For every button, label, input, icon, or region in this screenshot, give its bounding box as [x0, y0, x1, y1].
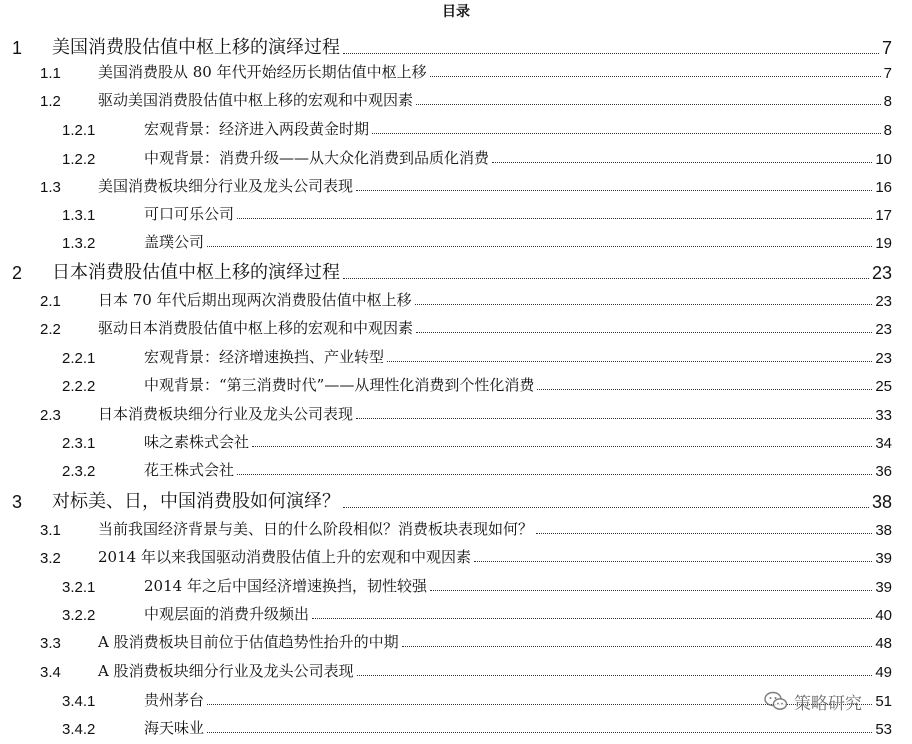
toc-leader-dots: [252, 446, 872, 447]
toc-leader-dots: [402, 646, 873, 647]
toc-entry-title[interactable]: A 股消费板块细分行业及龙头公司表现: [98, 662, 354, 680]
toc-entry-title[interactable]: 对标美、日，中国消费股如何演绎？: [52, 491, 340, 512]
toc-entry-page: 10: [875, 151, 892, 168]
toc-entry-number: 1.1: [40, 65, 61, 82]
toc-entry[interactable]: [0, 86, 912, 110]
watermark-text: 策略研究: [794, 693, 862, 714]
toc-entry-number: 1.2.2: [62, 151, 96, 168]
toc-entry-page: 49: [875, 664, 892, 681]
toc-entry[interactable]: [0, 58, 912, 82]
toc-leader-dots: [312, 618, 872, 619]
wechat-icon: [764, 690, 788, 712]
toc-entry[interactable]: [0, 228, 912, 252]
toc-entry-page: 7: [883, 65, 892, 82]
toc-entry-title[interactable]: 2014 年之后中国经济增速换挡，韧性较强: [144, 577, 427, 595]
toc-entry[interactable]: [0, 200, 912, 224]
toc-entry-title[interactable]: 美国消费股从 80 年代开始经历长期估值中枢上移: [98, 63, 427, 81]
toc-title: 目录: [442, 4, 470, 20]
toc-entry-number: 1: [12, 38, 23, 58]
toc-entry-page: 23: [875, 293, 892, 310]
toc-entry[interactable]: [0, 628, 912, 652]
toc-entry-number: 1.3.2: [62, 235, 96, 252]
toc-entry-number: 1.2: [40, 93, 61, 110]
toc-entry[interactable]: [0, 543, 912, 567]
toc-entry-number: 2: [12, 263, 23, 283]
toc-entry-page: 51: [875, 693, 892, 710]
toc-entry-title[interactable]: 日本消费板块细分行业及龙头公司表现: [98, 405, 354, 423]
toc-entry-page: 17: [875, 207, 892, 224]
toc-entry-title[interactable]: 味之素株式会社: [144, 433, 250, 451]
toc-entry-page: 40: [875, 607, 892, 624]
toc-entry[interactable]: [0, 714, 912, 738]
toc-leader-dots: [207, 732, 872, 733]
toc-entry-page: 23: [875, 350, 892, 367]
toc-entry-number: 3.4.1: [62, 693, 96, 710]
toc-entry-title[interactable]: 中观背景：“第三消费时代”——从理性化消费到个性化消费: [144, 376, 535, 394]
toc-entry-title[interactable]: 美国消费板块细分行业及龙头公司表现: [98, 177, 354, 195]
toc-entry[interactable]: [0, 515, 912, 539]
toc-leader-dots: [343, 278, 869, 279]
toc-entry[interactable]: [0, 172, 912, 196]
toc-entry-page: 33: [875, 407, 892, 424]
toc-leader-dots: [207, 246, 872, 247]
toc-entry-title[interactable]: 贵州茅台: [144, 691, 205, 709]
toc-leader-dots: [537, 389, 872, 390]
toc-entry-page: 39: [875, 550, 892, 567]
toc-entry-title[interactable]: 海天味业: [144, 719, 205, 737]
toc-entry-title[interactable]: 中观背景：消费升级——从大众化消费到品质化消费: [144, 149, 490, 167]
toc-leader-dots: [416, 104, 881, 105]
toc-entry[interactable]: [0, 256, 912, 284]
toc-entry-number: 3: [12, 492, 23, 512]
toc-entry-title[interactable]: 日本 70 年代后期出现两次消费股估值中枢上移: [98, 291, 412, 309]
toc-entry-title[interactable]: 盖璞公司: [144, 233, 205, 251]
toc-entry-title[interactable]: 宏观背景：经济增速换挡、产业转型: [144, 348, 385, 366]
toc-leader-dots: [357, 675, 873, 676]
toc-leader-dots: [237, 474, 872, 475]
toc-leader-dots: [474, 561, 872, 562]
toc-leader-dots: [343, 507, 869, 508]
toc-entry[interactable]: [0, 314, 912, 338]
toc-entry[interactable]: [0, 485, 912, 513]
toc-entry-title[interactable]: 驱动日本消费股估值中枢上移的宏观和中观因素: [98, 319, 414, 337]
toc-entry-title[interactable]: 宏观背景：经济进入两段黄金时期: [144, 120, 370, 138]
toc-entry-title[interactable]: A 股消费板块目前位于估值趋势性抬升的中期: [98, 633, 399, 651]
toc-entry-number: 2.2: [40, 321, 61, 338]
toc-entry-number: 2.2.1: [62, 350, 96, 367]
toc-entry-title[interactable]: 花王株式会社: [144, 461, 235, 479]
toc-entry-page: 25: [875, 378, 892, 395]
toc-leader-dots: [387, 361, 872, 362]
toc-entry-page: 36: [875, 463, 892, 480]
toc-entry[interactable]: [0, 31, 912, 59]
toc-entry-title[interactable]: 中观层面的消费升级频出: [144, 605, 310, 623]
toc-entry-page: 34: [875, 435, 892, 452]
toc-entry-page: 7: [881, 38, 892, 58]
toc-entry-title[interactable]: 2014 年以来我国驱动消费股估值上升的宏观和中观因素: [98, 548, 471, 566]
toc-entry[interactable]: [0, 572, 912, 596]
toc-entry-page: 23: [875, 321, 892, 338]
toc-entry[interactable]: [0, 115, 912, 139]
toc-entry-number: 2.3.1: [62, 435, 96, 452]
toc-entry-number: 3.4: [40, 664, 61, 681]
toc-entry-title[interactable]: 可口可乐公司: [144, 205, 235, 223]
toc-entry-title[interactable]: 当前我国经济背景与美、日的什么阶段相似？消费板块表现如何？: [98, 520, 534, 538]
toc-entry-page: 19: [875, 235, 892, 252]
toc-entry-page: 48: [875, 635, 892, 652]
toc-entry-number: 3.2.1: [62, 579, 96, 596]
toc-entry[interactable]: [0, 343, 912, 367]
toc-entry-number: 2.2.2: [62, 378, 96, 395]
toc-entry-number: 3.3: [40, 635, 61, 652]
toc-leader-dots: [415, 304, 873, 305]
toc-entry-number: 1.3: [40, 179, 61, 196]
toc-entry[interactable]: [0, 286, 912, 310]
toc-leader-dots: [416, 332, 872, 333]
toc-entry[interactable]: [0, 600, 912, 624]
toc-entry-page: 8: [883, 122, 892, 139]
toc-entry-page: 23: [871, 263, 892, 283]
toc-leader-dots: [237, 218, 872, 219]
toc-entry[interactable]: [0, 456, 912, 480]
toc-leader-dots: [430, 76, 881, 77]
toc-entry[interactable]: [0, 400, 912, 424]
toc-entry-number: 1.2.1: [62, 122, 96, 139]
toc-leader-dots: [492, 162, 872, 163]
toc-entry-title[interactable]: 美国消费股估值中枢上移的演绎过程: [52, 37, 340, 58]
toc-entry[interactable]: [0, 144, 912, 168]
toc-entry-number: 3.2: [40, 550, 61, 567]
toc-entry-number: 2.3: [40, 407, 61, 424]
toc-entry-number: 3.1: [40, 522, 61, 539]
toc-entry[interactable]: [0, 371, 912, 395]
toc-entry-number: 3.4.2: [62, 721, 96, 738]
toc-entry-title[interactable]: 驱动美国消费股估值中枢上移的宏观和中观因素: [98, 91, 414, 109]
toc-entry-page: 39: [875, 579, 892, 596]
toc-entry-page: 38: [871, 492, 892, 512]
toc-entry[interactable]: [0, 428, 912, 452]
toc-leader-dots: [372, 133, 881, 134]
toc-entry-number: 1.3.1: [62, 207, 96, 224]
toc-entry-page: 53: [875, 721, 892, 738]
toc-leader-dots: [536, 533, 872, 534]
toc-leader-dots: [356, 190, 872, 191]
toc-leader-dots: [343, 53, 879, 54]
toc-entry-page: 16: [875, 179, 892, 196]
watermark: [764, 686, 862, 716]
toc-entry-number: 2.1: [40, 293, 61, 310]
toc-entry-page: 38: [875, 522, 892, 539]
toc-entry[interactable]: [0, 657, 912, 681]
toc-leader-dots: [430, 590, 872, 591]
toc-entry-title[interactable]: 日本消费股估值中枢上移的演绎过程: [52, 262, 340, 283]
toc-leader-dots: [356, 418, 872, 419]
toc-entry-number: 3.2.2: [62, 607, 96, 624]
toc-entry-number: 2.3.2: [62, 463, 96, 480]
toc-entry-page: 8: [883, 93, 892, 110]
